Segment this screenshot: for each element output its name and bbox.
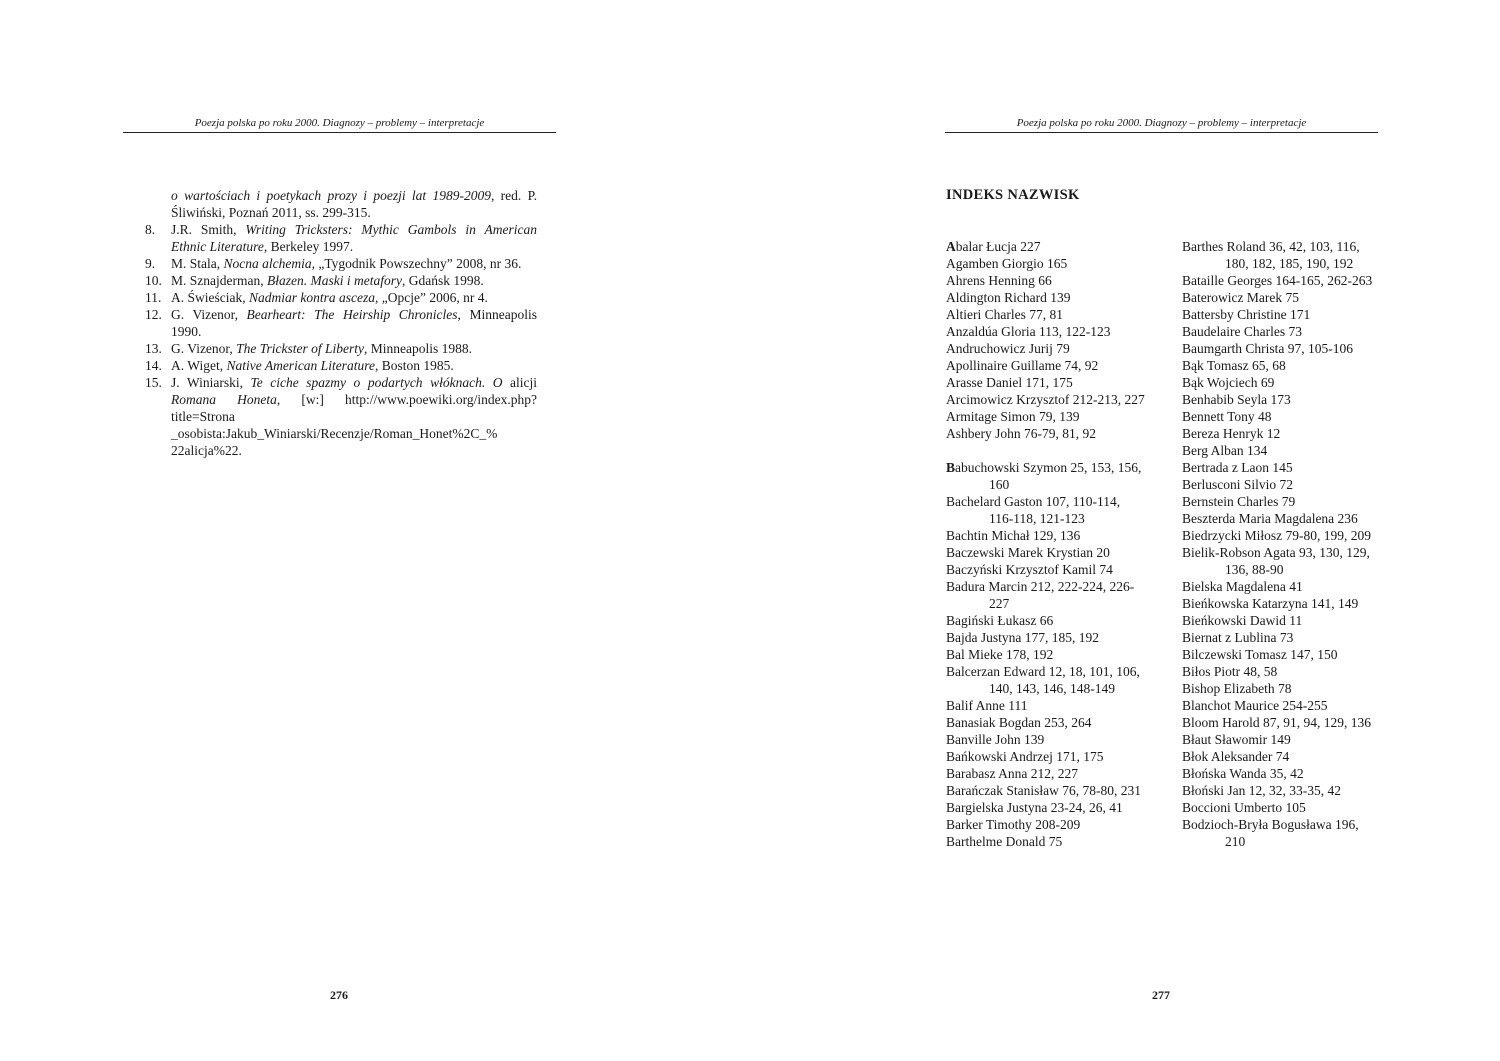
index-entry-text: Benhabib Seyla 173 — [1182, 392, 1291, 407]
entry-text-part: G. Vizenor, — [171, 307, 247, 322]
index-entry-text: Aldington Richard 139 — [946, 290, 1071, 305]
index-entry-text: Ahrens Henning 66 — [946, 273, 1052, 288]
index-entry-text: Barabasz Anna 212, 227 — [946, 766, 1078, 781]
index-letter-initial: B — [946, 460, 956, 475]
entry-text-part: , red. P. Śliwiński, Poznań 2011, ss. 299-315. — [171, 188, 537, 220]
index-entry-text: Błoński Jan 12, 32, 33-35, 42 — [1182, 783, 1342, 798]
index-entry-text: Baczewski Marek Krystian 20 — [946, 545, 1110, 560]
index-entry — [946, 374, 1146, 391]
index-entry-text: Arcimowicz Krzysztof 212-213, 227 — [946, 392, 1145, 407]
entry-text — [171, 255, 537, 272]
index-entry — [1182, 323, 1382, 340]
index-entry-text: Arasse Daniel 171, 175 — [946, 375, 1073, 390]
index-entry-text: Bernstein Charles 79 — [1182, 494, 1296, 509]
index-entry — [946, 714, 1146, 731]
index-entry-text: Błońska Wanda 35, 42 — [1182, 766, 1304, 781]
index-entry — [946, 646, 1146, 663]
index-entry — [1182, 544, 1382, 578]
bibliography-entry — [145, 187, 537, 221]
index-entry-text: Błaut Sławomir 149 — [1182, 732, 1291, 747]
running-head: Poezja polska po roku 2000. Diagnozy – problemy – interpretacje — [123, 116, 556, 133]
index-entry-text: Berlusconi Silvio 72 — [1182, 477, 1293, 492]
index-letter-initial: A — [946, 239, 956, 254]
index-entry — [946, 782, 1146, 799]
entry-title-italic: Bearheart: The Heirship Chronicles — [246, 307, 458, 322]
index-entry-text: Bieńkowska Katarzyna 141, 149 — [1182, 596, 1359, 611]
index-entry — [946, 289, 1146, 306]
index-entry — [946, 255, 1146, 272]
index-entry — [1182, 612, 1382, 629]
entry-text — [171, 221, 537, 255]
bibliography-list — [145, 187, 537, 459]
index-entry-text: Apollinaire Guillame 74, 92 — [946, 358, 1099, 373]
index-entry — [1182, 816, 1382, 850]
index-entry-text: Barker Timothy 208-209 — [946, 817, 1081, 832]
entry-number: 13. — [145, 341, 162, 356]
index-entry-text: Bachelard Gaston 107, 110-114, 116-118, 121-123 — [946, 494, 1121, 526]
index-entry — [1182, 765, 1382, 782]
index-entry — [946, 272, 1146, 289]
index-entry-text: Agamben Giorgio 165 — [946, 256, 1068, 271]
index-entry-text: Barańczak Stanisław 76, 78-80, 231 — [946, 783, 1141, 798]
index-entry-text: Błok Aleksander 74 — [1182, 749, 1290, 764]
entry-text — [171, 272, 537, 289]
index-entry-text: Biernat z Lublina 73 — [1182, 630, 1294, 645]
index-entry-text: Bieńkowski Dawid 11 — [1182, 613, 1303, 628]
index-entry-text: Bąk Tomasz 65, 68 — [1182, 358, 1286, 373]
index-entry-text: Bąk Wojciech 69 — [1182, 375, 1275, 390]
index-entry-text: Bishop Elizabeth 78 — [1182, 681, 1292, 696]
entry-text-part: J.R. Smith, — [171, 222, 246, 237]
index-entry-text: Bajda Justyna 177, 185, 192 — [946, 630, 1099, 645]
bibliography-entry — [145, 289, 537, 306]
index-entry — [946, 629, 1146, 646]
bibliography-entry — [145, 306, 537, 340]
entry-text-part: M. Stala, — [171, 256, 224, 271]
right-page — [750, 0, 1500, 1061]
index-entry — [1182, 714, 1382, 731]
index-entry — [1182, 493, 1382, 510]
index-entry — [1182, 578, 1382, 595]
index-entry-text: balar Łucja 227 — [955, 239, 1041, 254]
index-entry — [1182, 510, 1382, 527]
index-entry — [946, 765, 1146, 782]
index-entry-text: Bennett Tony 48 — [1182, 409, 1272, 424]
index-entry-text: Barthes Roland 36, 42, 103, 116, 180, 182, 185, 190, 192 — [1182, 239, 1360, 271]
entry-text-part: J. Winiarski, — [171, 375, 251, 390]
index-entry — [946, 663, 1146, 697]
index-entry — [946, 527, 1146, 544]
bibliography-entry — [145, 340, 537, 357]
entry-number: 14. — [145, 358, 162, 373]
index-entry — [1182, 782, 1382, 799]
index-entry — [946, 391, 1146, 408]
entry-text-part: , Minneapolis 1988. — [364, 341, 473, 356]
entry-text — [171, 306, 537, 340]
entry-title-italic: Nadmiar kontra asceza — [249, 290, 375, 305]
index-entry — [1182, 272, 1382, 289]
index-entry-text: Bielik-Robson Agata 93, 130, 129, 136, 88-90 — [1182, 545, 1370, 577]
index-entry — [1182, 357, 1382, 374]
entry-text-part: G. Vizenor, — [171, 341, 237, 356]
entry-number: 11. — [145, 290, 162, 305]
index-title: INDEKS NAZWISK — [946, 187, 1080, 203]
index-entry — [946, 816, 1146, 833]
index-entry-text: Blanchot Maurice 254-255 — [1182, 698, 1328, 713]
index-entry-text: Bereza Henryk 12 — [1182, 426, 1281, 441]
entry-text-part: , Boston 1985. — [374, 358, 454, 373]
entry-text — [171, 289, 537, 306]
index-entry-text: Bielska Magdalena 41 — [1182, 579, 1303, 594]
index-entry — [946, 323, 1146, 340]
entry-title-italic: o wartościach i poetykach prozy i poezji lat 1989-2009 — [171, 188, 491, 203]
entry-title-italic: Nocna alchemia — [223, 256, 312, 271]
index-entry — [1182, 646, 1382, 663]
index-entry — [946, 544, 1146, 561]
index-entry-text: Bańkowski Andrzej 171, 175 — [946, 749, 1104, 764]
entry-text-part: , Minneapolis 1990. — [171, 307, 537, 339]
bibliography-entry — [145, 221, 537, 255]
entry-number: 9. — [145, 256, 156, 271]
entry-text — [171, 187, 537, 221]
index-entry — [946, 612, 1146, 629]
index-entry — [946, 408, 1146, 425]
index-entry-text: Badura Marcin 212, 222-224, 226-227 — [946, 579, 1135, 611]
entry-text — [171, 340, 537, 357]
index-entry-text: abuchowski Szymon 25, 153, 156, 160 — [955, 460, 1142, 492]
index-entry — [1182, 595, 1382, 612]
index-entry — [1182, 663, 1382, 680]
index-entry — [1182, 799, 1382, 816]
index-entry-text: Bataille Georges 164-165, 262-263 — [1182, 273, 1373, 288]
entry-text-part: , [w:] http://www.poewiki.org/index.php?title=Strona _osobista:Jakub_Winiarski/Recenzje/Roman_Honet%2C_% 22alicja%22. — [171, 392, 537, 458]
entry-text-part: , „Tygodnik Powszechny” 2008, nr 36. — [311, 256, 522, 271]
index-entry — [1182, 697, 1382, 714]
index-entry — [1182, 238, 1382, 272]
index-entry-text: Bachtin Michał 129, 136 — [946, 528, 1081, 543]
index-entry-text: Baczyński Krzysztof Kamil 74 — [946, 562, 1113, 577]
index-entry — [1182, 340, 1382, 357]
index-entry — [1182, 425, 1382, 442]
entry-text-part: , „Opcje” 2006, nr 4. — [375, 290, 488, 305]
index-entry-text: Andruchowicz Jurij 79 — [946, 341, 1070, 356]
index-column-2 — [1182, 238, 1382, 850]
index-entry-text: Balcerzan Edward 12, 18, 101, 106, 140, 143, 146, 148-149 — [946, 664, 1140, 696]
index-entry — [1182, 459, 1382, 476]
entry-title-italic: Błazen. Maski i metafory — [266, 273, 402, 288]
index-entry-text: Boccioni Umberto 105 — [1182, 800, 1306, 815]
entry-title-italic: Te ciche spazmy o podartych włóknach. O — [250, 375, 510, 390]
entry-text-part: M. Sznajderman, — [171, 273, 267, 288]
index-entry — [946, 459, 1146, 493]
entry-text-part: alicji — [509, 375, 537, 390]
index-entry — [1182, 306, 1382, 323]
index-entry-text: Barthelme Donald 75 — [946, 834, 1063, 849]
index-column-1 — [946, 238, 1146, 850]
index-entry-text: Bilczewski Tomasz 147, 150 — [1182, 647, 1338, 662]
index-entry — [946, 799, 1146, 816]
entry-title-italic: Native American Literature — [226, 358, 375, 373]
index-entry-text: Balif Anne 111 — [946, 698, 1028, 713]
entry-text-part: , Gdańsk 1998. — [401, 273, 484, 288]
running-head: Poezja polska po roku 2000. Diagnozy – problemy – interpretacje — [945, 116, 1378, 133]
index-entry-text: Beszterda Maria Magdalena 236 — [1182, 511, 1358, 526]
index-entry — [946, 578, 1146, 612]
index-entry — [946, 340, 1146, 357]
entry-title-italic: The Trickster of Liberty — [236, 341, 365, 356]
index-entry-text: Bodzioch-Bryła Bogusława 196, 210 — [1182, 817, 1359, 849]
bibliography-entry — [145, 357, 537, 374]
index-entry — [946, 306, 1146, 323]
index-entry — [946, 697, 1146, 714]
index-entry — [946, 238, 1146, 255]
index-entry — [1182, 442, 1382, 459]
index-entry-text: Battersby Christine 171 — [1182, 307, 1311, 322]
index-entry-text: Bargielska Justyna 23-24, 26, 41 — [946, 800, 1123, 815]
index-entry — [1182, 731, 1382, 748]
index-entry — [946, 561, 1146, 578]
index-entry — [1182, 391, 1382, 408]
index-entry-text: Bertrada z Laon 145 — [1182, 460, 1293, 475]
entry-number: 8. — [145, 222, 156, 237]
index-entry-text: Baumgarth Christa 97, 105-106 — [1182, 341, 1353, 356]
index-entry-text: Bloom Harold 87, 91, 94, 129, 136 — [1182, 715, 1371, 730]
index-entry — [1182, 629, 1382, 646]
index-entry — [1182, 748, 1382, 765]
entry-title-italic: Romana Honeta — [171, 392, 277, 407]
entry-number: 10. — [145, 273, 162, 288]
bibliography-entry — [145, 255, 537, 272]
entry-text-part: A. Świeściak, — [171, 290, 249, 305]
index-letter-gap — [946, 442, 1146, 459]
index-entry — [1182, 527, 1382, 544]
index-entry — [946, 731, 1146, 748]
entry-text — [171, 357, 537, 374]
index-entry-text: Anzaldúa Gloria 113, 122-123 — [946, 324, 1111, 339]
entry-text-part: , Berkeley 1997. — [263, 239, 354, 254]
entry-title-italic: Writing Tricksters: Mythic Gambols in American Ethnic Literature — [171, 222, 537, 254]
page-number: 276 — [330, 988, 348, 1002]
entry-text — [171, 374, 537, 459]
index-entry — [946, 425, 1146, 442]
index-entry-text: Berg Alban 134 — [1182, 443, 1268, 458]
bibliography-entry — [145, 374, 537, 459]
index-entry-text: Biedrzycki Miłosz 79-80, 199, 209 — [1182, 528, 1371, 543]
index-entry-text: Bal Mieke 178, 192 — [946, 647, 1054, 662]
index-entry-text: Armitage Simon 79, 139 — [946, 409, 1080, 424]
index-entry-text: Baterowicz Marek 75 — [1182, 290, 1299, 305]
entry-text-part: A. Wiget, — [171, 358, 227, 373]
index-entry-text: Altieri Charles 77, 81 — [946, 307, 1063, 322]
index-entry — [946, 493, 1146, 527]
index-entry-text: Banville John 139 — [946, 732, 1045, 747]
index-entry — [946, 833, 1146, 850]
index-entry — [1182, 408, 1382, 425]
entry-number: 12. — [145, 307, 162, 322]
bibliography-entry — [145, 272, 537, 289]
index-entry — [1182, 374, 1382, 391]
index-entry — [1182, 289, 1382, 306]
page-number: 277 — [1152, 988, 1170, 1002]
index-entry-text: Bagiński Łukasz 66 — [946, 613, 1054, 628]
entry-number: 15. — [145, 375, 162, 390]
index-entry-text: Biłos Piotr 48, 58 — [1182, 664, 1278, 679]
index-entry-text: Ashbery John 76-79, 81, 92 — [946, 426, 1096, 441]
index-entry-text: Baudelaire Charles 73 — [1182, 324, 1302, 339]
index-entry — [1182, 476, 1382, 493]
index-entry — [946, 357, 1146, 374]
index-entry — [1182, 680, 1382, 697]
index-entry — [946, 748, 1146, 765]
index-entry-text: Banasiak Bogdan 253, 264 — [946, 715, 1092, 730]
